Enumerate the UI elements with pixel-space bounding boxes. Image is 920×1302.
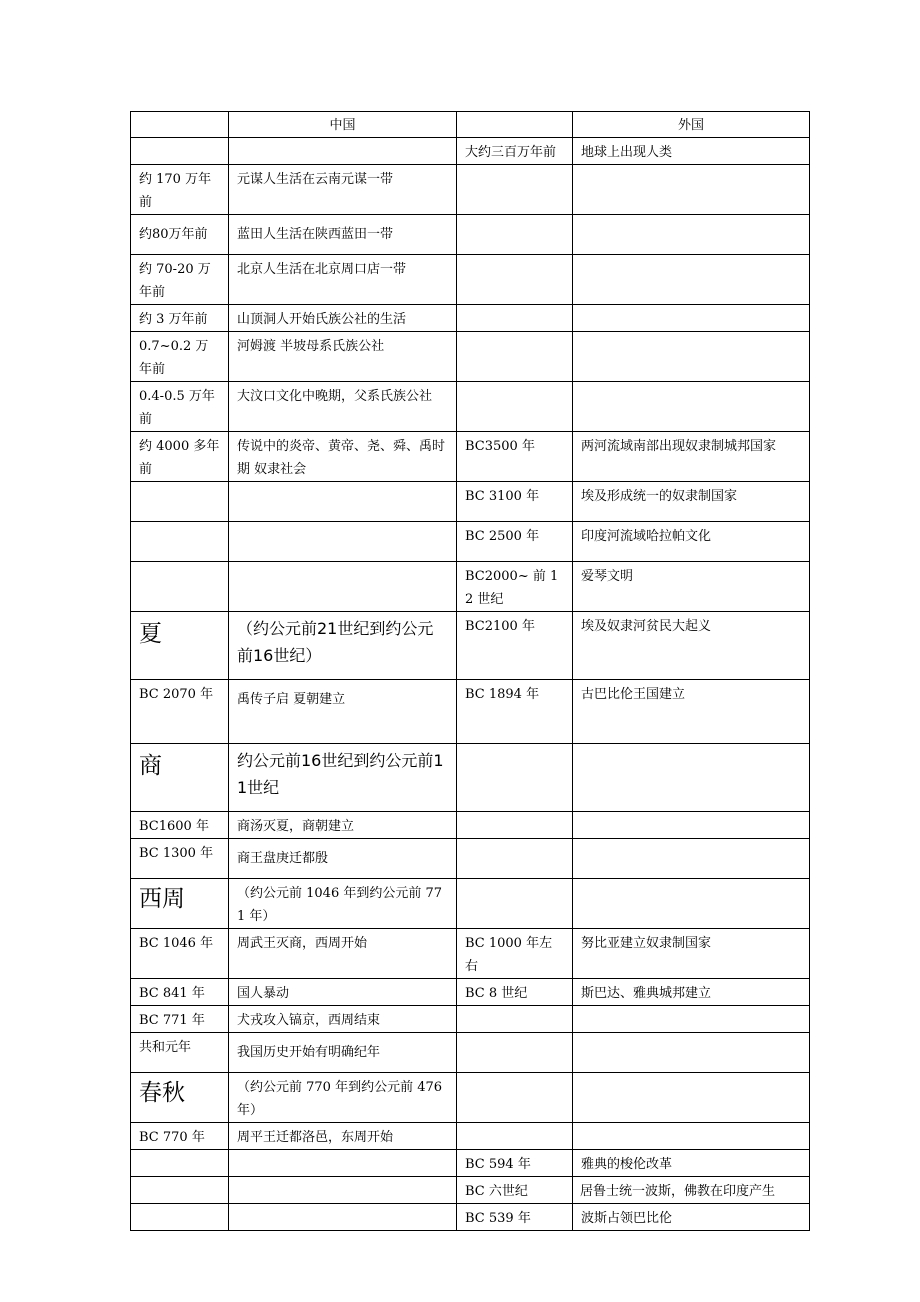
date-foreign: BC3500 年 — [457, 432, 573, 482]
dynasty-row — [131, 879, 810, 929]
date-foreign — [457, 1006, 573, 1033]
event-china: 商汤灭夏，商朝建立 — [229, 812, 457, 839]
event-china — [229, 562, 457, 612]
date-foreign: BC 1894 年 — [457, 680, 573, 744]
event-china — [229, 1204, 457, 1231]
event-china — [229, 1177, 457, 1204]
date-foreign — [457, 332, 573, 382]
event-foreign: 古巴比伦王国建立 — [573, 680, 810, 744]
date-china: 共和元年 — [131, 1033, 229, 1073]
event-foreign: 地球上出现人类 — [573, 138, 810, 165]
event-foreign — [573, 1006, 810, 1033]
event-china — [229, 522, 457, 562]
date-foreign — [457, 1073, 573, 1123]
date-china: 约 170 万年前 — [131, 165, 229, 215]
date-china: 约 4000 多年前 — [131, 432, 229, 482]
date-china: BC 770 年 — [131, 1123, 229, 1150]
event-china — [229, 482, 457, 522]
date-china — [131, 1177, 229, 1204]
date-foreign: BC 1000 年左右 — [457, 929, 573, 979]
date-foreign: BC2100 年 — [457, 612, 573, 680]
dynasty-row — [131, 1073, 810, 1123]
table-row — [131, 1006, 810, 1033]
event-foreign: 爱琴文明 — [573, 562, 810, 612]
date-foreign — [457, 215, 573, 255]
event-foreign: 波斯占领巴比伦 — [573, 1204, 810, 1231]
table-row — [131, 1204, 810, 1231]
event-foreign — [573, 1033, 810, 1073]
history-timeline-table — [130, 111, 810, 1231]
event-foreign — [573, 215, 810, 255]
date-foreign — [457, 812, 573, 839]
event-foreign — [573, 165, 810, 215]
dynasty-era: 约公元前16世纪到约公元前11世纪 — [229, 744, 457, 812]
table-row — [131, 680, 810, 744]
event-foreign: 居鲁士统一波斯，佛教在印度产生 — [573, 1177, 810, 1204]
date-foreign — [457, 1123, 573, 1150]
event-china: 河姆渡 半坡母系氏族公社 — [229, 332, 457, 382]
event-foreign: 埃及奴隶河贫民大起义 — [573, 612, 810, 680]
table-row — [131, 215, 810, 255]
date-foreign — [457, 744, 573, 812]
event-foreign — [573, 255, 810, 305]
event-foreign — [573, 812, 810, 839]
header-blank-cell — [131, 112, 229, 138]
event-foreign — [573, 744, 810, 812]
table-row — [131, 305, 810, 332]
event-foreign: 印度河流域哈拉帕文化 — [573, 522, 810, 562]
table-row — [131, 839, 810, 879]
date-china — [131, 482, 229, 522]
dynasty-heading: 商 — [131, 744, 229, 812]
date-foreign: BC 8 世纪 — [457, 979, 573, 1006]
event-china: 北京人生活在北京周口店一带 — [229, 255, 457, 305]
event-foreign — [573, 332, 810, 382]
table-row — [131, 432, 810, 482]
date-china — [131, 1204, 229, 1231]
event-china: 国人暴动 — [229, 979, 457, 1006]
date-china: BC1600 年 — [131, 812, 229, 839]
table-row — [131, 562, 810, 612]
dynasty-era: （约公元前 1046 年到约公元前 771 年） — [229, 879, 457, 929]
event-foreign — [573, 879, 810, 929]
event-foreign — [573, 382, 810, 432]
event-foreign: 两河流域南部出现奴隶制城邦国家 — [573, 432, 810, 482]
date-china — [131, 1150, 229, 1177]
date-china — [131, 522, 229, 562]
header-blank-cell — [457, 112, 573, 138]
date-china: BC 841 年 — [131, 979, 229, 1006]
event-foreign: 努比亚建立奴隶制国家 — [573, 929, 810, 979]
date-china: 0.7~0.2 万年前 — [131, 332, 229, 382]
event-china: 我国历史开始有明确纪年 — [229, 1033, 457, 1073]
dynasty-row — [131, 744, 810, 812]
table-row — [131, 929, 810, 979]
dynasty-era: （约公元前 770 年到约公元前 476 年） — [229, 1073, 457, 1123]
table-row — [131, 522, 810, 562]
date-foreign: BC 六世纪 — [457, 1177, 573, 1204]
dynasty-row — [131, 612, 810, 680]
table-row — [131, 138, 810, 165]
date-china: BC 2070 年 — [131, 680, 229, 744]
event-china: 大汶口文化中晚期，父系氏族公社 — [229, 382, 457, 432]
date-foreign: BC 2500 年 — [457, 522, 573, 562]
date-china: 约 70-20 万年前 — [131, 255, 229, 305]
date-foreign — [457, 305, 573, 332]
header-row — [131, 112, 810, 138]
event-foreign: 斯巴达、雅典城邦建立 — [573, 979, 810, 1006]
table-row — [131, 979, 810, 1006]
date-foreign: BC2000~ 前 12 世纪 — [457, 562, 573, 612]
event-china: 周武王灭商，西周开始 — [229, 929, 457, 979]
event-china: 蓝田人生活在陕西蓝田一带 — [229, 215, 457, 255]
date-foreign — [457, 1033, 573, 1073]
date-foreign: BC 539 年 — [457, 1204, 573, 1231]
event-china: 元谋人生活在云南元谋一带 — [229, 165, 457, 215]
event-foreign — [573, 1073, 810, 1123]
table-row — [131, 255, 810, 305]
date-china: 约80万年前 — [131, 215, 229, 255]
table-row — [131, 1150, 810, 1177]
table-row — [131, 332, 810, 382]
event-china: 周平王迁都洛邑，东周开始 — [229, 1123, 457, 1150]
date-china: 0.4-0.5 万年前 — [131, 382, 229, 432]
event-china: 传说中的炎帝、黄帝、尧、舜、禹时期 奴隶社会 — [229, 432, 457, 482]
table-row — [131, 1123, 810, 1150]
table-row — [131, 812, 810, 839]
dynasty-era: （约公元前21世纪到约公元前16世纪） — [229, 612, 457, 680]
event-foreign — [573, 305, 810, 332]
event-foreign: 雅典的梭伦改革 — [573, 1150, 810, 1177]
date-foreign — [457, 382, 573, 432]
event-china — [229, 1150, 457, 1177]
date-foreign — [457, 255, 573, 305]
header-foreign: 外国 — [573, 112, 810, 138]
event-china: 犬戎攻入镐京，西周结束 — [229, 1006, 457, 1033]
date-foreign — [457, 165, 573, 215]
date-china — [131, 138, 229, 165]
date-foreign: BC 594 年 — [457, 1150, 573, 1177]
dynasty-heading: 春秋 — [131, 1073, 229, 1123]
table-row — [131, 1177, 810, 1204]
dynasty-heading: 夏 — [131, 612, 229, 680]
dynasty-heading: 西周 — [131, 879, 229, 929]
header-china: 中国 — [229, 112, 457, 138]
table-row — [131, 482, 810, 522]
table-row — [131, 382, 810, 432]
event-foreign — [573, 1123, 810, 1150]
date-china: BC 1300 年 — [131, 839, 229, 879]
date-foreign: BC 3100 年 — [457, 482, 573, 522]
date-foreign — [457, 839, 573, 879]
event-china: 商王盘庚迁都殷 — [229, 839, 457, 879]
date-foreign: 大约三百万年前 — [457, 138, 573, 165]
event-foreign — [573, 839, 810, 879]
event-china: 山顶洞人开始氏族公社的生活 — [229, 305, 457, 332]
date-china: BC 1046 年 — [131, 929, 229, 979]
event-foreign: 埃及形成统一的奴隶制国家 — [573, 482, 810, 522]
date-china: 约 3 万年前 — [131, 305, 229, 332]
event-china — [229, 138, 457, 165]
event-china: 禹传子启 夏朝建立 — [229, 680, 457, 744]
date-foreign — [457, 879, 573, 929]
date-china — [131, 562, 229, 612]
table-row — [131, 165, 810, 215]
table-row — [131, 1033, 810, 1073]
date-china: BC 771 年 — [131, 1006, 229, 1033]
